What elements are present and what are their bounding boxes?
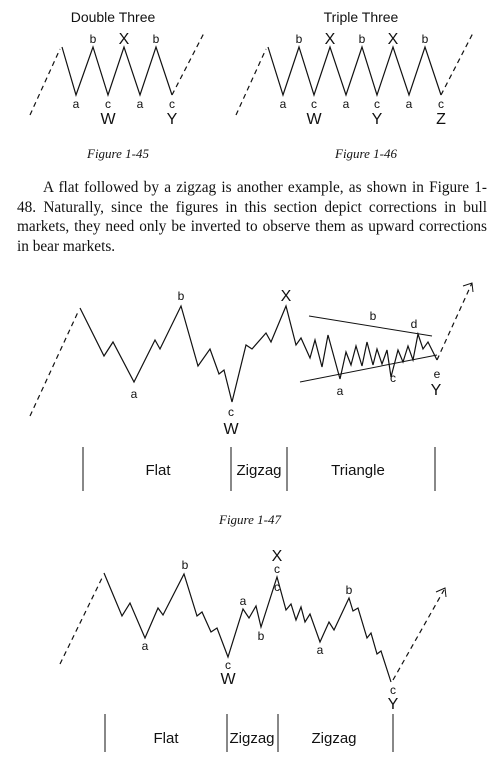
figure-46-label: c (311, 97, 317, 111)
figure-46-label: X (324, 31, 336, 48)
figure-48-arrowhead (436, 588, 446, 597)
figure-47-section-label: Triangle (331, 462, 385, 479)
figure-47-label: W (223, 421, 239, 438)
figure-48-label: X (271, 548, 283, 565)
figure-47-label: X (280, 288, 292, 305)
figure-46-label: c (438, 97, 444, 111)
figure-46-label: a (279, 97, 287, 111)
figure-48-label: b (181, 558, 189, 572)
figure-48-label: b (345, 583, 353, 597)
figure-45-label: c (169, 97, 175, 111)
figure-45-label: c (105, 97, 111, 111)
figure-46-label: a (405, 97, 413, 111)
figure-48-label: a (316, 643, 324, 657)
figure-46-wave (268, 47, 441, 95)
figure-46-caption: Figure 1-46 (335, 146, 397, 161)
figure-47-entry-trend (30, 312, 78, 416)
figure-47-label: a (336, 384, 344, 398)
figure-45-label: b (89, 32, 97, 46)
figure-46 (236, 9, 473, 161)
figure-48-label: W (220, 671, 236, 688)
figure-45-label: Y (166, 111, 178, 128)
figure-48-label: c (225, 658, 231, 672)
figure-46-label: b (358, 32, 366, 46)
figure-48 (60, 548, 446, 752)
figure-48-label: c (390, 683, 396, 697)
figure-47-label: Y (430, 382, 442, 399)
figure-48-label: a (141, 639, 149, 653)
figure-48-label: b (257, 629, 265, 643)
figure-48-label: Y (387, 696, 399, 713)
figure-47-label: c (228, 405, 234, 419)
figure-46-label: c (374, 97, 380, 111)
figure-48-entry-trend (60, 576, 103, 664)
figure-48-section-label: Zigzag (229, 730, 275, 747)
figure-46-exit-trend (441, 33, 473, 95)
figure-46-label: a (342, 97, 350, 111)
figure-48-label: c (274, 562, 280, 576)
figure-48-label: a (239, 594, 247, 608)
figure-46-label: b (421, 32, 429, 46)
figure-46-label: W (306, 111, 322, 128)
figure-45-title: Double Three (70, 9, 156, 25)
figure-46-label: X (387, 31, 399, 48)
figure-47-section-label: Flat (145, 462, 171, 479)
body-paragraph: A flat followed by a zigzag is another example, as shown in Figure 1-48. Naturally, since the figures in this section depict corrections in bull markets, they need only be inverted to observe them as upward corrections in bear markets. (17, 179, 487, 255)
figure-47-label: e (433, 367, 441, 381)
figure-45-label: b (152, 32, 160, 46)
figure-47 (30, 283, 473, 527)
figure-48-section-label: Zigzag (311, 730, 357, 747)
figure-47-label: a (130, 387, 138, 401)
figure-47-label: c (390, 371, 396, 385)
figure-46-title: Triple Three (323, 9, 399, 25)
figure-46-label: b (295, 32, 303, 46)
figure-45-exit-trend (172, 33, 204, 95)
figure-47-label: b (369, 309, 377, 323)
figure-45 (30, 9, 204, 161)
figure-48-label: c (274, 580, 280, 594)
figure-47-caption: Figure 1-47 (219, 512, 281, 527)
figure-47-section-label: Zigzag (236, 462, 282, 479)
figure-46-entry-trend (236, 49, 266, 115)
figure-45-entry-trend (30, 49, 60, 115)
figure-45-label: a (136, 97, 144, 111)
figure-48-exit-trend (393, 590, 444, 680)
figure-46-label: Z (436, 111, 446, 128)
figure-45-label: a (72, 97, 80, 111)
figure-47-label: d (410, 317, 418, 331)
figure-45-wave (62, 47, 172, 95)
figure-48-section-label: Flat (153, 730, 179, 747)
figure-45-label: X (118, 31, 130, 48)
figure-47-exit-trend (437, 283, 472, 360)
figure-45-caption: Figure 1-45 (87, 146, 149, 161)
figure-45-label: W (100, 111, 116, 128)
figure-46-label: Y (371, 111, 383, 128)
figure-47-label: b (177, 289, 185, 303)
